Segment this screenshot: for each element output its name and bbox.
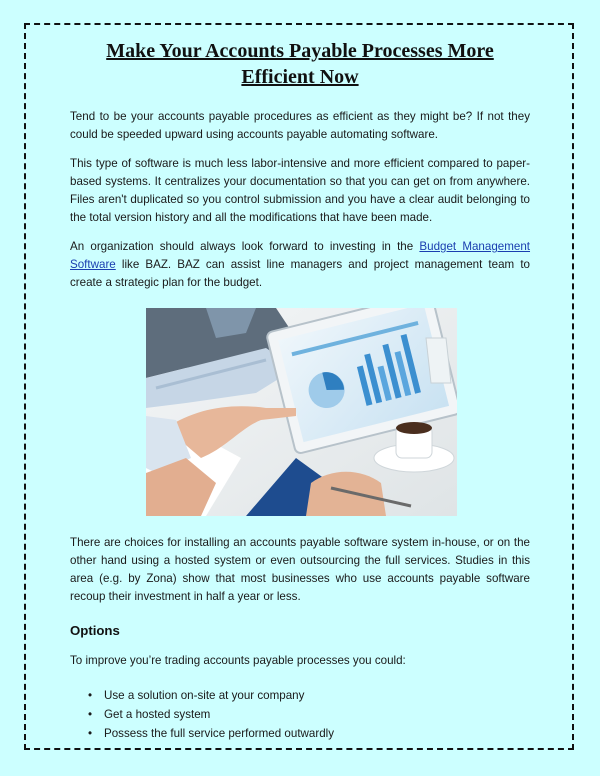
paragraph-software-benefits: This type of software is much less labor-intensive and more efficient compared to paper-based systems. It centralizes your documentation so that you can get on from anywhere. Files aren't duplicated so you control submission and you have a clear audit belonging to the total version history and all the modifications that have been made.: [70, 157, 530, 224]
list-item: [70, 686, 530, 705]
budget-management-software-link[interactable]: Budget Management Software: [70, 240, 531, 271]
bullet-icon: •: [88, 689, 93, 702]
options-intro: To improve you’re trading accounts payable processes you could:: [70, 654, 406, 667]
bullet-icon: •: [88, 708, 93, 721]
list-item-text: Use a solution on-site at your company: [104, 689, 305, 702]
paragraph-installation-choices: There are choices for installing an accounts payable software system in-house, or on the other hand using a hosted system or even outsourcing the full services. Studies in this area (e.g. by Zona) show that most businesses who use accounts payable software recoup their investment in half a year or less.: [70, 536, 530, 603]
paragraph-intro: Tend to be your accounts payable procedures as efficient as they might be? If not they could be speeded upward using accounts payable automating software.: [70, 110, 530, 141]
list-item: [70, 724, 530, 743]
paragraph-budget-software: [70, 238, 530, 292]
page-title: Make Your Accounts Payable Processes More Efficient Now: [106, 40, 494, 88]
business-tablet-photo: [146, 308, 457, 516]
bullet-icon: •: [88, 727, 93, 740]
list-item: [70, 705, 530, 724]
list-item-text: Possess the full service performed outwardly: [104, 727, 335, 740]
paragraph-text: An organization should always look forward to investing in the: [70, 240, 420, 253]
options-list: [70, 686, 530, 743]
document-body: [70, 38, 530, 743]
paragraph-text: like BAZ. BAZ can assist line managers and project management team to create a strategic plan for the budget.: [70, 258, 530, 289]
options-heading: Options: [70, 623, 120, 638]
list-item-text: Get a hosted system: [104, 708, 211, 721]
